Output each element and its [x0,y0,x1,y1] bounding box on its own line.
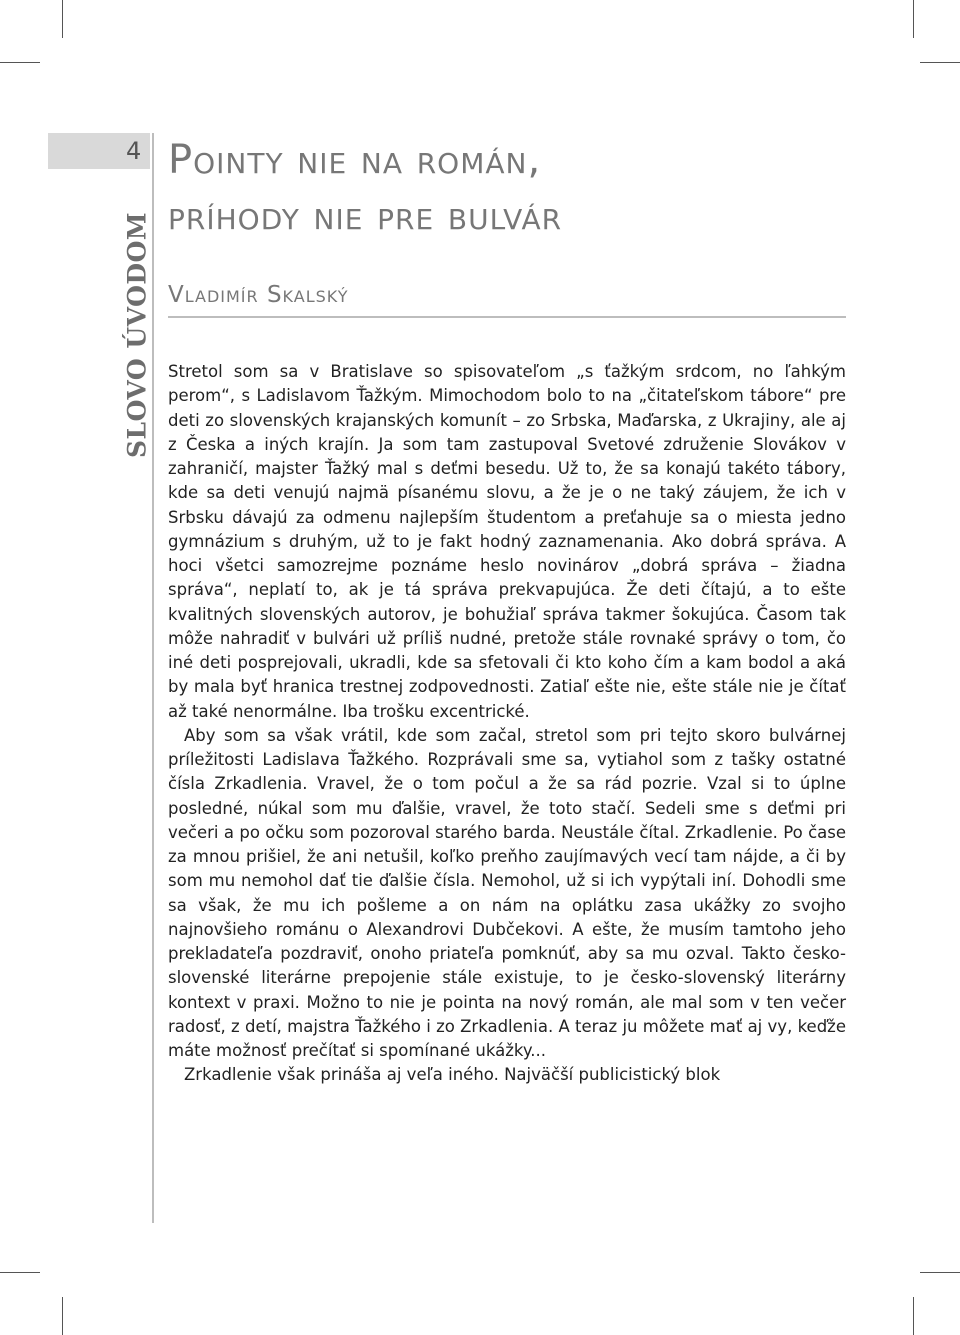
paragraph: Zrkadlenie však prináša aj veľa iného. Najväčší publicistický blok [184,1065,721,1085]
article-author: Vladimír Skalský [168,282,349,308]
crop-mark [920,62,960,63]
title-line-2: príhody nie pre bulvár [168,193,563,239]
crop-mark [0,1272,40,1273]
paragraph: Aby som sa však vrátil, kde som začal, stretol som pri tejto skoro bulvárnej príležitosti Ladislava Ťažkého. Rozprávali sme sa, vytiahol som z tašky ostatné čísla Zrkadlenia. Vravel, že o tom počul a že sa rád pozrie. Vzal si to úplne posledné, núkal som mu ďalšie, vravel, že toto stačí. Sedeli sme s deťmi pri večeri a po očku som pozoroval starého barda. Neustále čítal. Zrkadlenie. Po čase za mnou prišiel, že ani netušil, koľko preňho zaujímavých vecí tam nájde, a či by som mu nemohol dať tie ďalšie čísla. Nemohol, už si ich vypýtali iní. Dohodli sme sa však, že mu ich pošleme a on nám na oplátku zasa ukážky zo svojho najnovšieho románu o Alexandrovi Dubčekovi. A ešte, že musím tamtoho jeho prekladateľa pozdraviť, onoho priateľa pomknúť, aby sa mu ozval. Takto česko-slovenské literárne prepojenie stále existuje, to je česko-slovenský literárny kontext v praxi. Možno to nie je pointa na nový román, ale mal som v ten večer radosť, z detí, majstra Ťažkého i zo Zrkadlenia. A teraz ju môžete mať aj vy, keďže máte možnosť prečítať si spomínané ukážky... [168,725,846,1060]
article-body [168,360,846,1088]
section-label: SLOVO ÚVODOM [122,211,152,459]
crop-mark [62,0,63,38]
crop-mark [0,62,40,63]
author-divider [168,316,846,318]
article-title [168,132,562,244]
margin-rule [152,133,154,1223]
crop-mark [920,1272,960,1273]
page-number: 4 [126,137,142,165]
paragraph: Stretol som sa v Bratislave so spisovateľom „s ťažkým srdcom, no ľahkým perom“, s Ladislavom Ťažkým. Mimochodom bolo to na „čitateľskom tábore“ pre deti zo slovenských krajanských komunít – zo Srbska, Maďarska, z Ukrajiny, ale aj z Česka a iných krajín. Ja som tam zastupoval Svetové združenie Slovákov v zahraničí, majster Ťažký mal s deťmi besedu. Už to, že sa konajú takéto tábory, kde sa deti venujú najmä písanému slovu, a že je o ne taký záujem, že ich v Srbsku dávajú za odmenu najlepším študentom a preťahuje sa o miesta jedno gymnázium s druhým, už to je fakt hodný zaznamenania. Ako dobrá správa. A hoci všetci samozrejme poznáme heslo novinárov „dobrá správa – žiadna správa“, neplatí to, ak je tá správa prekvapujúca. Že deti čítajú, a to ešte kvalitných slovenských autorov, je bohužiaľ správa takmer šokujúca. Časom tak môže nahradiť v bulvári už príliš nudné, pretože stále rovnaké správy o tom, čo iné deti posprejovali, ukradli, kde sa sfetovali či kto koho čím a kam bodol a aká by mala byť hranica trestnej zodpovednosti. Zatiaľ ešte nie, ešte stále nie je čítať až také nenormálne. Iba trošku excentrické. [168,362,846,721]
crop-mark [62,1297,63,1335]
crop-mark [913,0,914,38]
crop-mark [913,1297,914,1335]
title-line-1: Pointy nie na román, [168,137,542,183]
